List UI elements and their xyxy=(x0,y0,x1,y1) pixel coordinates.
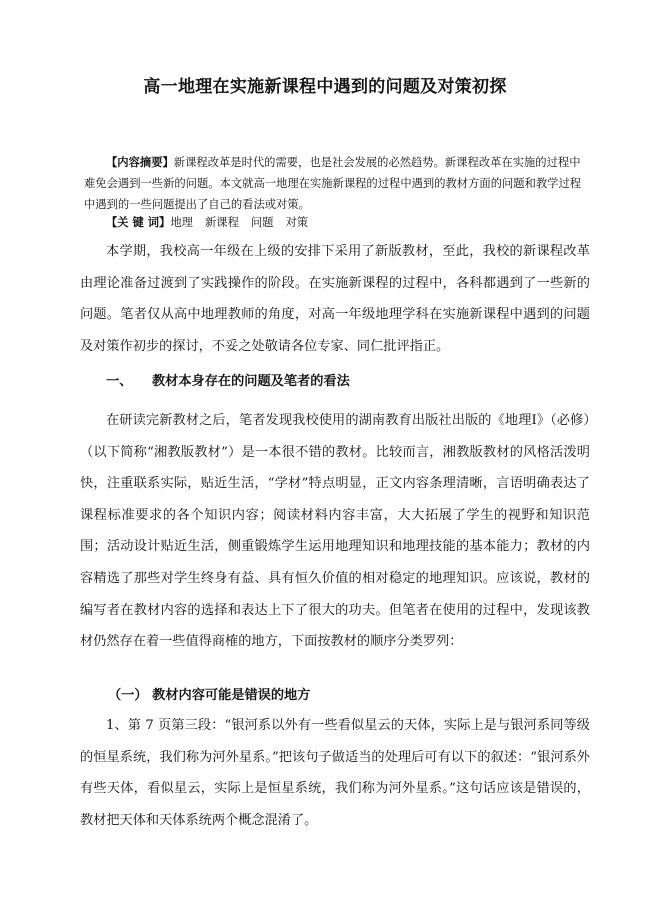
body-paragraph-item1: 1、第 7 页第三段：“银河系以外有一些看似星云的天体，实际上是与银河系同等级的恒星系统，我们称为河外星系。”把该句子做适当的处理后可有以下的叙述：“银河系外有些天体，看似星云，实际上是恒星系统，我们称为河外星系。”这句话应该是错误的，教材把天体和天体系统两个概念混淆了。 xyxy=(80,718,590,828)
keywords-label: 【关 键 词】 xyxy=(106,216,171,229)
section-heading xyxy=(106,370,350,389)
keywords xyxy=(106,214,308,230)
subsection-heading: （一） 教材内容可能是错误的地方 xyxy=(108,688,311,703)
keyword-item: 问题 xyxy=(250,216,274,229)
abstract-text: 新课程改革是时代的需要，也是社会发展的必然趋势。新课程改革在实施的过程中难免会遇到一些新的问题。本文就高一地理在实施新课程的过程中遇到的教材方面的问题和教学过程中遇到的一些问题提出了自己的看法或对策。 xyxy=(84,156,582,211)
keyword-item: 新课程 xyxy=(204,216,239,229)
document-title: 高一地理在实施新课程中遇到的问题及对策初探 xyxy=(143,77,507,97)
abstract xyxy=(84,152,584,215)
body-paragraph-textbook: 在研读完新教材之后，笔者发现我校使用的湖南教育出版社出版的《地理Ⅰ》（必修）（以下简称“湘教版教材”）是一本很不错的教材。比较而言，湘教版教材的风格活泼明快，注重联系实际，贴近生活，“学材”特点明显，正文内容条理清晰，言语明确表达了课程标准要求的各个知识内容；阅读材料内容丰富，大大拓展了学生的视野和知识范围；活动设计贴近生活，侧重锻炼学生运用地理知识和地理技能的基本能力；教材的内容精选了那些对学生终身有益、具有恒久价值的相对稳定的地理知识。应该说，教材的编写者在教材内容的选择和表达上下了很大的功夫。但笔者在使用的过程中，发现该教材仍然存在着一些值得商榷的地方，下面按教材的顺序分类罗列： xyxy=(80,413,590,650)
body-paragraph-intro: 本学期，我校高一年级在上级的安排下采用了新版教材，至此，我校的新课程改革由理论准备过渡到了实践操作的阶段。在实施新课程的过程中，各科都遇到了一些新的问题。笔者仅从高中地理教师的角度，对高一年级地理学科在实施新课程中遇到的问题及对策作初步的探讨，不妥之处敬请各位专家、同仁批评指正。 xyxy=(80,244,590,354)
abstract-label: 【内容摘要】 xyxy=(106,156,174,169)
keyword-item: 对策 xyxy=(285,216,309,229)
keyword-item: 地理 xyxy=(170,216,193,229)
section-number: 一、 xyxy=(106,374,133,389)
section-heading-text: 教材本身存在的问题及笔者的看法 xyxy=(152,374,350,389)
